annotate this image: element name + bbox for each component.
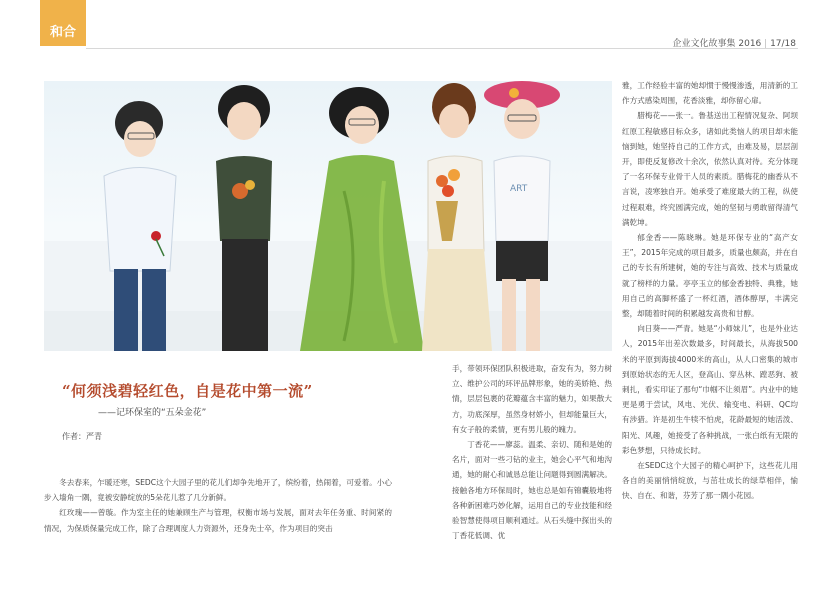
magazine-name: 企业文化故事集 2016 (672, 39, 762, 49)
article-title: “何须浅碧轻红色，自是花中第一流” (62, 382, 313, 400)
running-header (673, 36, 796, 49)
svg-text:ART: ART (510, 184, 528, 194)
page-numbers: 17/18 (770, 39, 796, 49)
article-author: 作者：严青 (62, 432, 102, 441)
paragraph-red-rose: 红玫瑰——曾璇。作为室主任的她兼顾生产与管理，权衡市场与发展，面对去年任务重、时间紧的情况，为保质保量完成工作，除了合理调度人力资源外，还身先士卒，作为项目的突击 (44, 508, 392, 533)
paragraph-wintersweet: 腊梅花——张一。鲁基送出工程情况复杂、阿坝红原工程敏感目标众多，诸如此类恼人的项目却未能恼到她，她坚持自己的工作方式，由难及易，层层剖开，即使反复修改十余次，依然认真对待。充分体现了一名环保专业骨干人员的素质。腊梅花的幽香从不言说，凌寒独自开。她承受了难度最大的工程，纵使过程艰难，终究圆满完成，她的坚韧与勇敢留得清气满乾坤。 (622, 111, 798, 227)
paragraph-intro: 冬去春来，乍暖还寒，SEDC这个大园子里的花儿们却争先地开了，缤纷着，热闹着，可爱着。小心步入墙角一隅，竟被安静绽放的5朵花儿惹了几分新鲜。 (44, 478, 392, 503)
paragraph-lilac-end: 雅，工作经验丰富的她却惯于慢慢渗透，用清新的工作方式感染周围，花香淡雅，却你留心扉。 (622, 81, 798, 106)
figure-4 (422, 83, 492, 351)
paragraph-conclusion: 在SEDC这个大园子的精心呵护下，这些花儿用各自的美丽悄悄绽放，与茁壮成长的绿草相伴，愉快、自在、和谐，芬芳了那一隅小花园。 (622, 461, 798, 501)
article-subtitle: ——记环保室的“五朵金花” (98, 408, 207, 418)
watercolor-illustration (44, 81, 612, 351)
paragraph-tulip: 郁金香——陈晓琳。她是环保专业的“高产女王”，2015年完成的项目最多，质量也颇高，并在自己的专长有所建树，她的专注与高效、技术与质量成就了榜样的力量。亭亭玉立的郁金香独特、典雅，她用自己的高脚杯盛了一杯红酒，酒体醇厚，丰满完整，却随着时间的积累越发高贵和甘醇。 (622, 233, 798, 319)
paragraph-continued: 手，带领环保团队积极进取，奋发有为，努力树立、维护公司的环评品牌形象，她的美娇艳、热情，层层包裹的花瓣蕴含丰富的魅力，如果散大方，功底深厚，虽然身材娇小，但却能量巨大，有女子般的柔情，更有男儿般的魄力。 (452, 364, 612, 434)
figure-3 (300, 87, 424, 351)
right-column (622, 78, 798, 504)
left-column (44, 475, 392, 536)
section-tag: 和合 (40, 0, 86, 46)
paragraph-sunflower: 向日葵——严青。她是“小师妹儿”，也是外业达人，2015年出差次数最多，时间最长，从海拔500米的平原到海拔4000米的高山，从人口密集的城市到原始状态的无人区，登高山、穿丛林、蹚恶狗、被刺扎，看实印证了那句“巾帼不让须眉”。内业中的她更是勇于尝试，风电、光伏、输变电、科研、QC均有涉猎。许是初生牛犊不怕虎，花龄最短的她活泼、阳光、风趣，她接受了各种挑战，一张白纸有无限的彩色梦想，只待成长时。 (622, 324, 798, 455)
paragraph-lilac: 丁香花——廖蕊。温柔、亲切、随和是她的名片，面对一些刁钻的业主，她会心平气和地沟通，她的耐心和诚恳总能让问题得到圆满解决。接触各地方环保局时，她也总是如有锦囊般地将各种新困难巧妙化解，运用自己的专业技能和经验智慧使得项目顺利通过。从石头缝中探出头的丁香花低调、优 (452, 440, 612, 541)
five-women-painting (44, 81, 612, 351)
middle-column (452, 361, 612, 543)
page-divider: | (764, 39, 771, 49)
figure-2 (216, 85, 272, 351)
